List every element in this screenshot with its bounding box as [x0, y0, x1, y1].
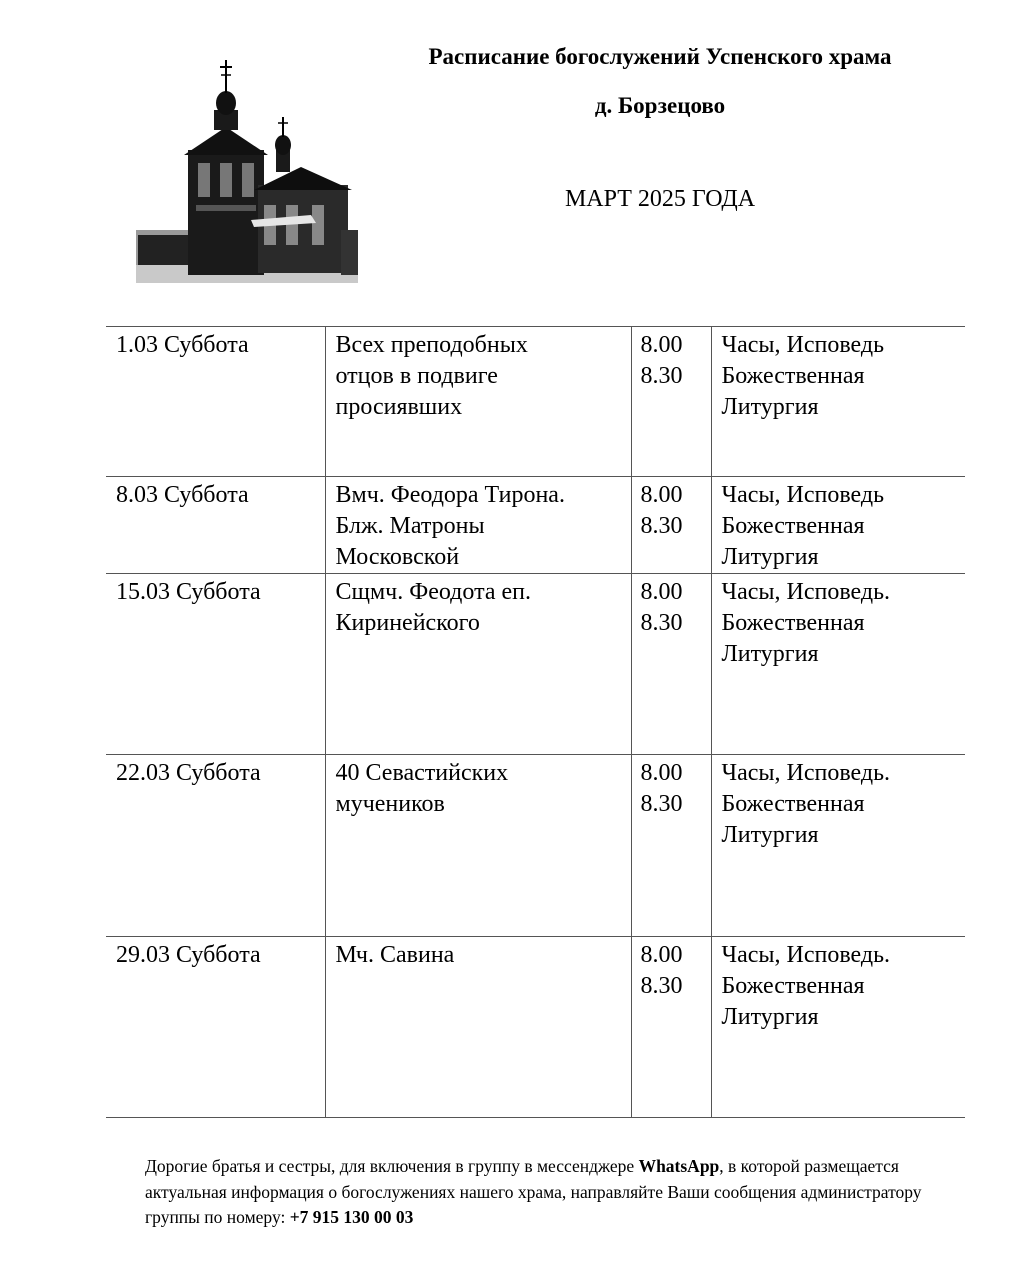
- date-cell: 22.03 Суббота: [106, 755, 325, 937]
- time-cell: 8.00 8.30: [631, 937, 711, 1118]
- services-cell: Часы, Исповедь Божественная Литургия: [711, 477, 965, 574]
- notice-text: Дорогие братья и сестры, для включения в группу в мессенджере: [145, 1156, 639, 1176]
- date-cell: 29.03 Суббота: [106, 937, 325, 1118]
- time-cell: 8.00 8.30: [631, 755, 711, 937]
- services-cell: Часы, Исповедь. Божественная Литургия: [711, 574, 965, 755]
- time-cell: 8.00 8.30: [631, 327, 711, 477]
- table-row: [106, 327, 965, 477]
- feast-cell: Всех преподобных отцов в подвиге просиявших: [325, 327, 631, 477]
- schedule-title: Расписание богослужений Успенского храма: [428, 44, 892, 69]
- table-row: [106, 937, 965, 1118]
- table-row: [106, 477, 965, 574]
- table-row: [106, 755, 965, 937]
- feast-cell: Мч. Савина: [325, 937, 631, 1118]
- services-cell: Часы, Исповедь. Божественная Литургия: [711, 937, 965, 1118]
- church-image: [136, 55, 358, 283]
- date-cell: 15.03 Суббота: [106, 574, 325, 755]
- whatsapp-notice: [145, 1154, 935, 1231]
- time-cell: 8.00 8.30: [631, 574, 711, 755]
- feast-cell: Сщмч. Феодота еп. Киринейского: [325, 574, 631, 755]
- date-cell: 8.03 Суббота: [106, 477, 325, 574]
- feast-cell: Вмч. Феодора Тирона. Блж. Матроны Московской: [325, 477, 631, 574]
- messenger-name: WhatsApp: [638, 1156, 720, 1176]
- notice-text-continued: , в которой размещается актуальная информация о богослужениях нашего храма, направляйте Ваши сообщения администратору группы по номеру:: [145, 1156, 922, 1227]
- village-name: д. Борзецово: [594, 93, 726, 118]
- time-cell: 8.00 8.30: [631, 477, 711, 574]
- month-heading: МАРТ 2025 ГОДА: [564, 186, 756, 212]
- services-cell: Часы, Исповедь. Божественная Литургия: [711, 755, 965, 937]
- services-cell: Часы, Исповедь Божественная Литургия: [711, 327, 965, 477]
- feast-cell: 40 Севастийских мучеников: [325, 755, 631, 937]
- date-cell: 1.03 Суббота: [106, 327, 325, 477]
- phone-number: +7 915 130 00 03: [289, 1207, 414, 1227]
- table-row: [106, 574, 965, 755]
- schedule-table: [106, 326, 965, 1118]
